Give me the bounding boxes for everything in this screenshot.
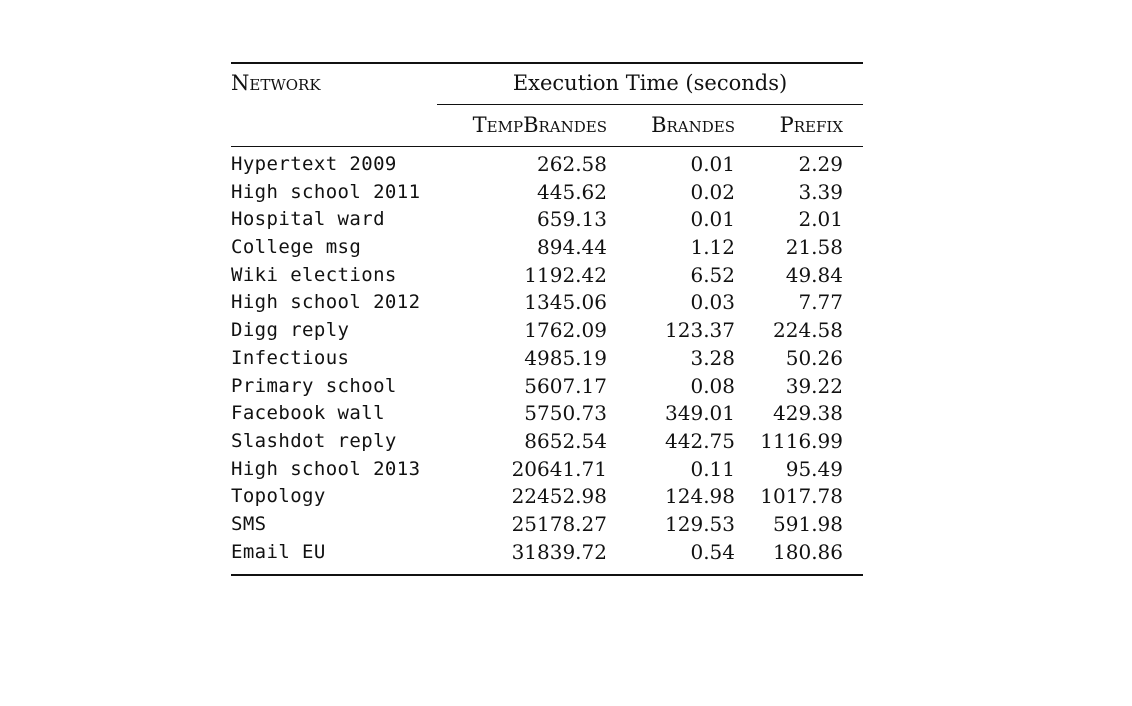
table-row — [231, 151, 863, 179]
table-row — [231, 234, 863, 262]
prefix-time: 429.38 — [773, 401, 843, 426]
network-name: College msg — [231, 236, 362, 259]
brandes-time: 0.01 — [690, 152, 735, 176]
prefix-time: 2.01 — [798, 207, 843, 232]
table-row — [231, 428, 863, 456]
bottom-rule — [231, 574, 863, 576]
table-row — [231, 317, 863, 345]
prefix-time: 2.29 — [798, 152, 843, 176]
network-name: High school 2011 — [231, 180, 421, 203]
table-row — [231, 456, 863, 484]
table-row — [231, 179, 863, 207]
tempbrandes-time: 1762.09 — [524, 318, 607, 343]
prefix-time: 7.77 — [798, 290, 843, 315]
tempbrandes-time: 20641.71 — [511, 456, 607, 481]
prefix-time: 591.98 — [773, 511, 843, 536]
brandes-time: 0.02 — [690, 179, 735, 204]
network-name: Slashdot reply — [231, 429, 397, 452]
table-row — [231, 511, 863, 539]
header-brandes: Brandes — [651, 113, 735, 137]
brandes-time: 6.52 — [690, 262, 735, 287]
brandes-time: 0.11 — [690, 456, 735, 481]
prefix-time: 95.49 — [785, 456, 843, 481]
tempbrandes-time: 262.58 — [537, 152, 607, 176]
prefix-time: 1116.99 — [760, 428, 843, 453]
tempbrandes-time: 8652.54 — [524, 428, 607, 453]
table-row — [231, 206, 863, 234]
prefix-time: 180.86 — [773, 539, 843, 564]
network-name: Digg reply — [231, 319, 350, 342]
brandes-time: 0.54 — [690, 539, 735, 564]
network-name: Hypertext 2009 — [231, 153, 397, 175]
prefix-time: 1017.78 — [760, 484, 843, 509]
top-rule — [231, 62, 863, 64]
network-name: Infectious — [231, 346, 350, 369]
tempbrandes-time: 1192.42 — [524, 262, 607, 287]
network-name: High school 2012 — [231, 291, 421, 314]
table-row — [231, 345, 863, 373]
brandes-time: 442.75 — [665, 428, 735, 453]
header-execution-time: Execution Time (seconds) — [512, 71, 788, 95]
tempbrandes-time: 25178.27 — [511, 511, 607, 536]
brandes-time: 123.37 — [665, 318, 735, 343]
table-body — [231, 151, 863, 566]
network-name: Wiki elections — [231, 263, 397, 286]
header-network: Network — [231, 71, 321, 95]
tempbrandes-time: 659.13 — [537, 207, 607, 232]
brandes-time: 0.03 — [690, 290, 735, 315]
table-row — [231, 262, 863, 290]
prefix-time: 50.26 — [785, 345, 843, 370]
network-name: Hospital ward — [231, 208, 385, 231]
brandes-time: 124.98 — [665, 484, 735, 509]
brandes-time: 1.12 — [690, 235, 735, 260]
tempbrandes-time: 4985.19 — [524, 345, 607, 370]
header-prefix: Prefix — [779, 113, 843, 137]
network-name: Topology — [231, 485, 326, 508]
network-name: Facebook wall — [231, 402, 385, 425]
tempbrandes-time: 31839.72 — [511, 539, 607, 564]
brandes-time: 129.53 — [665, 511, 735, 536]
tempbrandes-time: 1345.06 — [524, 290, 607, 315]
brandes-time: 0.01 — [690, 207, 735, 232]
table-row — [231, 400, 863, 428]
network-name: Email EU — [231, 540, 326, 563]
prefix-time: 224.58 — [773, 318, 843, 343]
prefix-time: 21.58 — [785, 235, 843, 260]
network-name: High school 2013 — [231, 457, 421, 480]
table-row — [231, 483, 863, 511]
network-name: SMS — [231, 512, 267, 535]
prefix-time: 3.39 — [798, 179, 843, 204]
group-header-rule — [437, 104, 863, 105]
brandes-time: 349.01 — [665, 401, 735, 426]
prefix-time: 49.84 — [785, 262, 843, 287]
network-name: Primary school — [231, 374, 397, 397]
header-tempbrandes: TempBrandes — [472, 113, 607, 137]
table-row — [231, 373, 863, 401]
prefix-time: 39.22 — [785, 373, 843, 398]
brandes-time: 3.28 — [690, 345, 735, 370]
tempbrandes-time: 445.62 — [537, 179, 607, 204]
tempbrandes-time: 5607.17 — [524, 373, 607, 398]
tempbrandes-time: 5750.73 — [524, 401, 607, 426]
brandes-time: 0.08 — [690, 373, 735, 398]
table-row — [231, 539, 863, 567]
header-rule — [231, 146, 863, 147]
tempbrandes-time: 894.44 — [537, 235, 607, 260]
table-row — [231, 289, 863, 317]
tempbrandes-time: 22452.98 — [511, 484, 607, 509]
